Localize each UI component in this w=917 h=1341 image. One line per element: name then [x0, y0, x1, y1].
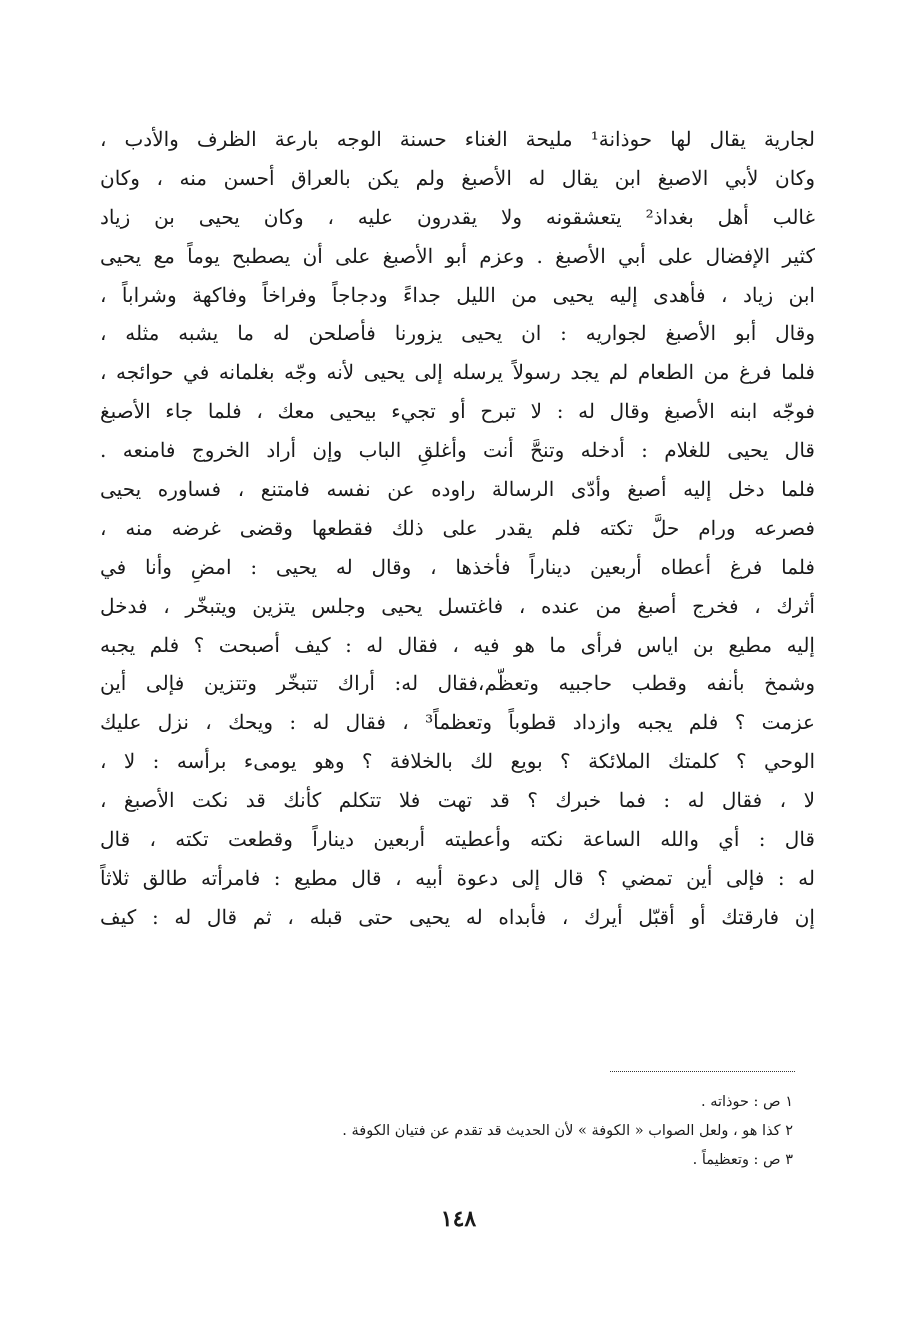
- footnotes-block: [193, 1088, 793, 1175]
- text-line: ابن زياد ، فأهدى إليه يحيى من الليل جداءً ودجاجاً وفراخاً وفاكهة وشراباً ،: [100, 282, 815, 307]
- text-line: كثير الإفضال على أبي الأصبغ . وعزم أبو الأصبغ على أن يصطبح يوماً مع يحيى: [100, 243, 815, 268]
- text-line: وكان لأبي الاصبغ ابن يقال له الأصبغ ولم يكن بالعراق أحسن منه ، وكان: [100, 165, 815, 190]
- footnote: ١ ص : حوذاته .: [700, 1094, 793, 1110]
- text-line: فلما دخل إليه أصبغ وأدّى الرسالة راوده عن نفسه فامتنع ، فساوره يحيى: [100, 477, 815, 502]
- text-line: فوجّه ابنه الأصبغ وقال له : لا تبرح أو تجيء بيحيى معك ، فلما جاء الأصبغ: [100, 399, 815, 424]
- footnote: ٣ ص : وتعظيماً .: [692, 1152, 793, 1168]
- text-line: فصرعه ورام حلَّ تكته فلم يقدر على ذلك فقطعها وقضى غرضه منه ،: [100, 515, 815, 540]
- page-number: ١٤٨: [440, 1206, 477, 1232]
- text-line: عزمت ؟ فلم يجبه وازداد قطوباً وتعظماً³ ، فقال له : ويحك ، نزل عليك: [100, 710, 815, 735]
- text-line: غالب أهل بغداذ² يتعشقونه ولا يقدرون عليه ، وكان يحيى بن زياد: [100, 204, 815, 229]
- footnote: ٢ كذا هو ، ولعل الصواب « الكوفة » لأن الحديث قد تقدم عن فتيان الكوفة .: [342, 1123, 793, 1139]
- text-line: لا ، فقال له : فما خبرك ؟ قد تهت فلا تتكلم كأنك قد نكت الأصبغ ،: [100, 788, 815, 813]
- main-text-block: [100, 120, 815, 937]
- text-line: الوحي ؟ كلمتك الملائكة ؟ بويع لك بالخلافة ؟ وهو يومىء برأسه : لا ،: [100, 749, 815, 774]
- text-line: أثرك ، فخرج أصبغ من عنده ، فاغتسل يحيى وجلس يتزين ويتبخّر ، فدخل: [100, 593, 815, 618]
- text-line: لجارية يقال لها حوذانة¹ مليحة الغناء حسنة الوجه بارعة الظرف والأدب ،: [100, 127, 815, 151]
- text-line: وشمخ بأنفه وقطب حاجبيه وتعظّم،فقال له: أراك تتبخّر وتتزين فإلى أين: [100, 671, 815, 696]
- text-line: فلما فرغ من الطعام لم يجد رسولاً يرسله إلى يحيى لأنه وجّه بغلمانه في حوائجه ،: [100, 360, 815, 385]
- text-line: قال : أي والله الساعة نكته وأعطيته أربعين ديناراً وقطعت تكته ، قال: [100, 827, 815, 852]
- text-line: قال يحيى للغلام : أدخله وتنحَّ أنت وأغلقِ الباب وإن أراد الخروج فامنعه .: [100, 438, 815, 463]
- text-line: إن فارقتك أو أقبّل أيرك ، فأبداه له يحيى حتى قبله ، ثم قال له : كيف: [100, 904, 815, 929]
- text-line: له : فإلى أين تمضي ؟ قال إلى دعوة أبيه ، قال مطيع : فامرأته طالق ثلاثاً: [100, 865, 815, 890]
- text-line: فلما فرغ أعطاه أربعين ديناراً فأخذها ، وقال له يحيى : امضِ وأنا في: [100, 554, 815, 579]
- text-line: وقال أبو الأصبغ لجواريه : ان يحيى يزورنا فأصلحن له ما يشبه مثله ،: [100, 321, 815, 346]
- text-line: إليه مطيع بن اياس فرأى ما هو فيه ، فقال له : كيف أصبحت ؟ فلم يجبه: [100, 632, 815, 657]
- footnote-separator: [610, 1071, 795, 1072]
